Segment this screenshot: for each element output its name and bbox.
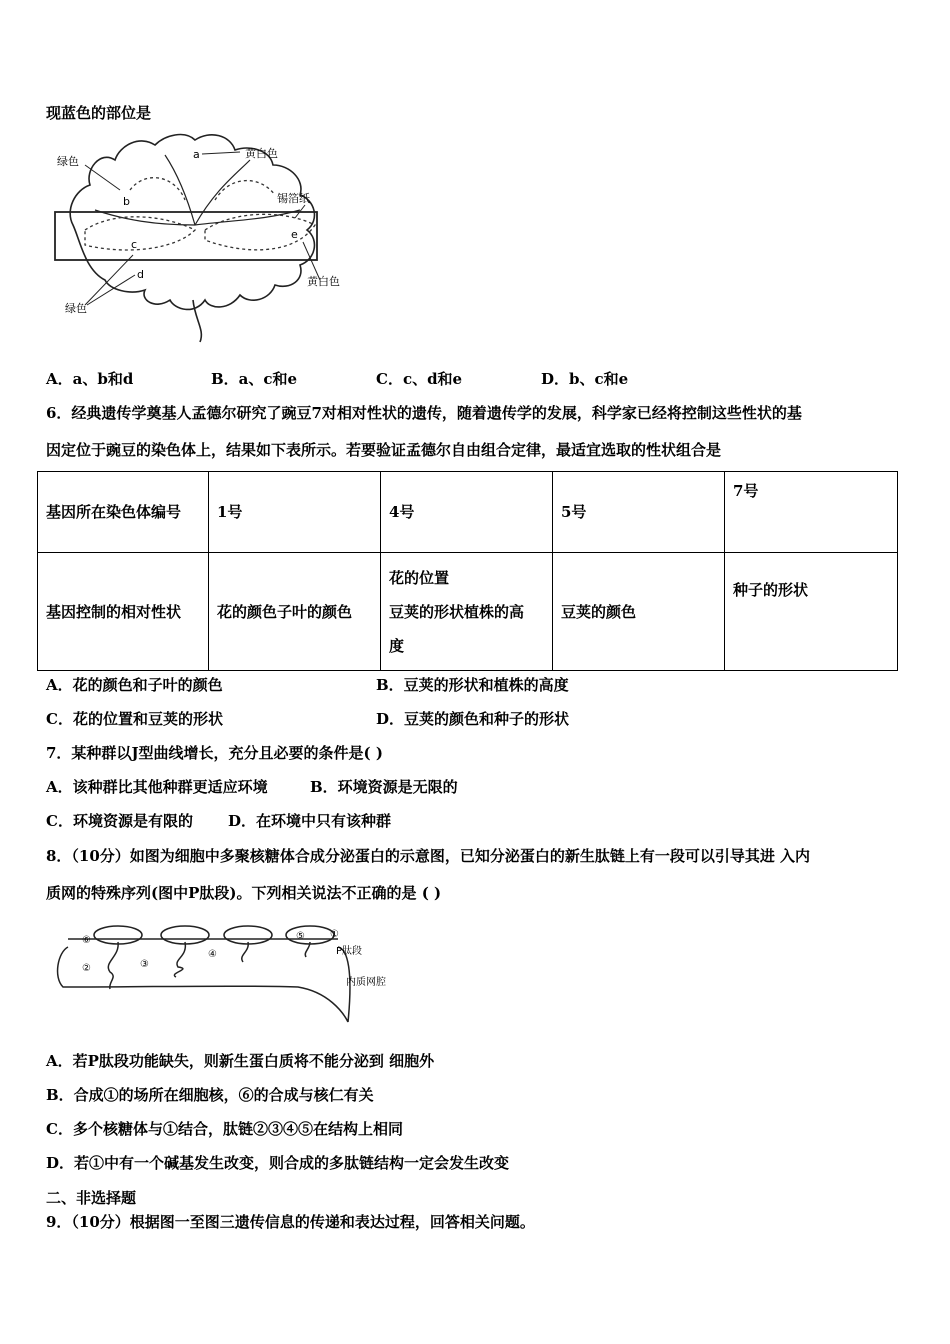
table-cell: 基因所在染色体编号 [38,472,209,553]
q5-option-d[interactable]: D．b、c和e [541,370,629,388]
q7-option-c[interactable]: C．环境资源是有限的 [46,812,193,830]
label-green-bottom: 绿色 [65,302,87,315]
label-3: ③ [140,959,149,970]
q8-option-a[interactable]: A．若P肽段功能缺失，则新生蛋白质将不能分泌到 细胞外 [46,1052,435,1070]
q6-option-a[interactable]: A．花的颜色和子叶的颜色 [46,676,223,694]
label-c: c [131,238,138,251]
table-cell: 种子的形状 [725,553,898,671]
leaf-figure [45,130,365,345]
q7-stem: 7．某种群以J型曲线增长，充分且必要的条件是( ) [46,744,383,762]
label-p-segment: P肽段 [336,946,363,957]
q7-option-b[interactable]: B．环境资源是无限的 [310,778,458,796]
label-green-top: 绿色 [57,155,79,168]
table-cell-line: 度 [389,636,405,655]
table-cell: 豆荚的颜色 [553,553,725,671]
label-5: ⑤ [296,931,305,942]
q5-option-a[interactable]: A．a、b和d [46,370,134,388]
ribosome [286,926,334,944]
label-yellow-top: 黄白色 [245,147,278,160]
label-e: e [291,228,298,241]
q8-option-c[interactable]: C．多个核糖体与①结合，肽链②③④⑤在结构上相同 [46,1120,403,1138]
table-cell: 1号 [209,472,381,553]
q5-option-c[interactable]: C．c、d和e [376,370,463,388]
tin-foil-strip [55,212,317,260]
table-cell-line: 花的位置 [389,568,450,587]
label-b: b [123,195,130,208]
label-4: ④ [208,949,217,960]
table-cell: 4号 [381,472,553,553]
q5-stem-tail: 现蓝色的部位是 [46,104,152,122]
ribosome [94,926,142,944]
label-2: ② [82,963,91,974]
q9-stem: 9．（10分）根据图一至图三遗传信息的传递和表达过程，回答相关问题。 [46,1213,535,1231]
label-d: d [137,268,144,281]
q6-stem-line1: 6．经典遗传学奠基人孟德尔研究了豌豆7对相对性状的遗传，随着遗传学的发展，科学家已经将控制这些性状的基 [46,404,802,422]
label-6: ⑥ [82,935,91,946]
table-cell: 基因控制的相对性状 [38,553,209,671]
q8-option-d[interactable]: D．若①中有一个碱基发生改变，则合成的多肽链结构一定会发生改变 [46,1154,510,1172]
table-row [38,553,898,671]
table-cell: 7号 [725,472,898,553]
label-yellow-bottom: 黄白色 [307,275,340,288]
table-cell-line: 豆荚的形状植株的高 [389,602,525,621]
section-title: 二、非选择题 [46,1189,137,1207]
table-cell: 花的颜色子叶的颜色 [209,553,381,671]
q5-option-b[interactable]: B．a、c和e [211,370,298,388]
q6-option-b[interactable]: B．豆荚的形状和植株的高度 [376,676,569,694]
table-cell [381,553,553,671]
polyribosome-figure [48,917,408,1025]
table-cell: 5号 [553,472,725,553]
q6-stem-line2: 因定位于豌豆的染色体上，结果如下表所示。若要验证孟德尔自由组合定律，最适宜选取的性状组合是 [46,441,722,459]
q7-option-d[interactable]: D．在环境中只有该种群 [228,812,392,830]
label-foil: 锡箔纸 [277,192,310,205]
table-row [38,472,898,553]
q8-stem-line2: 质网的特殊序列(图中P肽段)。下列相关说法不正确的是 ( ) [46,884,442,902]
q6-option-c[interactable]: C．花的位置和豆荚的形状 [46,710,223,728]
q8-option-b[interactable]: B．合成①的场所在细胞核，⑥的合成与核仁有关 [46,1086,374,1104]
label-1: ① [330,929,339,940]
ribosome [224,926,272,944]
ribosome [161,926,209,944]
q6-option-d[interactable]: D．豆荚的颜色和种子的形状 [376,710,570,728]
q8-stem-line1: 8．（10分）如图为细胞中多聚核糖体合成分泌蛋白的示意图，已知分泌蛋白的新生肽链上有一段可以引导其进 入内 [46,847,811,865]
label-a: a [193,148,200,161]
q7-option-a[interactable]: A．该种群比其他种群更适应环境 [46,778,268,796]
label-er-lumen: 内质网腔 [346,977,386,988]
er-membrane [58,947,348,1022]
gene-table [37,471,898,671]
